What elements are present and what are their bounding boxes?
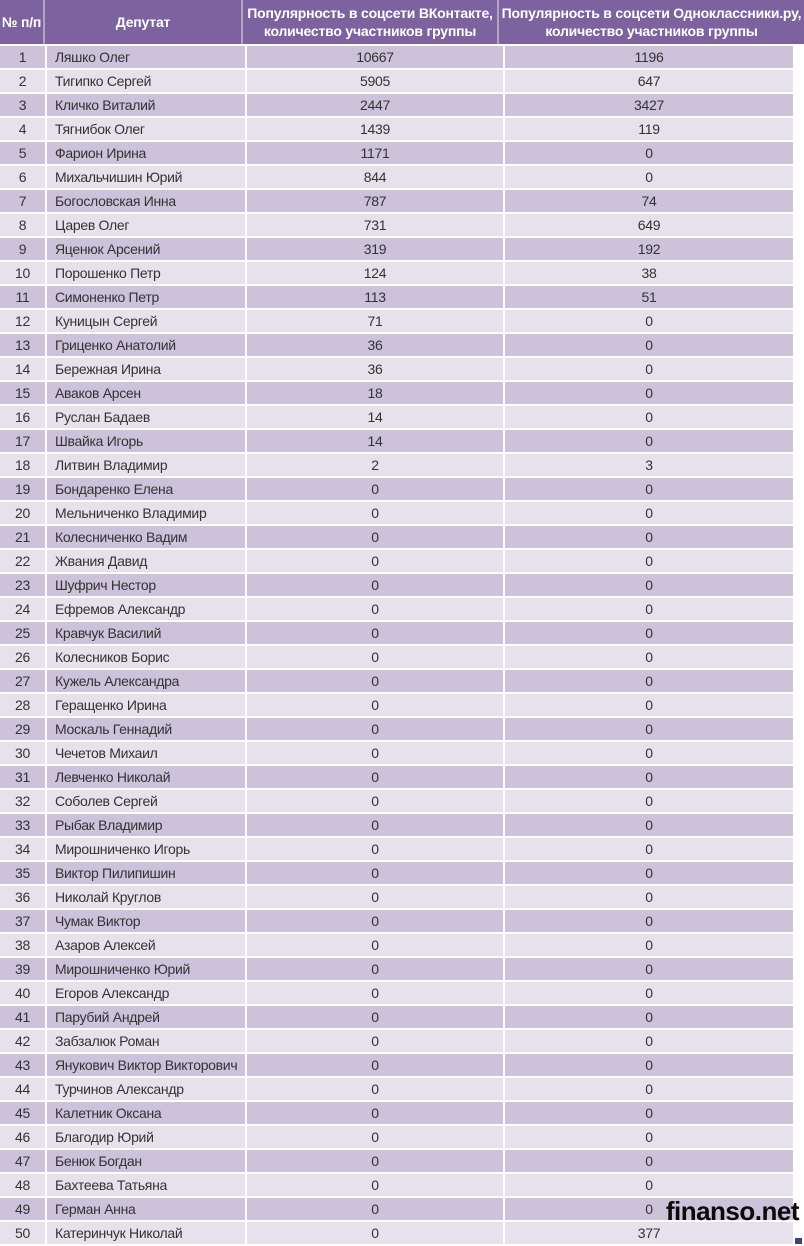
vk-members-cell: 0 (247, 934, 503, 956)
table-body (0, 46, 804, 1244)
table-row (0, 1102, 804, 1124)
ok-members-cell: 0 (505, 646, 793, 668)
row-number-cell: 20 (0, 502, 45, 524)
ok-members-cell: 0 (505, 526, 793, 548)
vk-members-cell: 0 (247, 1174, 503, 1196)
ok-members-cell: 0 (505, 310, 793, 332)
table-row (0, 1126, 804, 1148)
table-row (0, 1030, 804, 1052)
table-row (0, 1054, 804, 1076)
deputy-name-cell: Парубий Андрей (47, 1006, 245, 1028)
vk-members-cell: 36 (247, 334, 503, 356)
vk-members-cell: 0 (247, 1054, 503, 1076)
deputy-name-cell: Тягнибок Олег (47, 118, 245, 140)
deputy-name-cell: Михальчишин Юрий (47, 166, 245, 188)
deputy-name-cell: Забзалюк Роман (47, 1030, 245, 1052)
deputy-name-cell: Фарион Ирина (47, 142, 245, 164)
row-number-cell: 3 (0, 94, 45, 116)
row-number-cell: 9 (0, 238, 45, 260)
row-number-cell: 13 (0, 334, 45, 356)
vk-members-cell: 113 (247, 286, 503, 308)
deputy-name-cell: Симоненко Петр (47, 286, 245, 308)
row-number-cell: 37 (0, 910, 45, 932)
row-number-cell: 43 (0, 1054, 45, 1076)
vk-members-cell: 731 (247, 214, 503, 236)
ok-members-cell: 0 (505, 382, 793, 404)
ok-members-cell: 377 (505, 1222, 793, 1244)
row-number-cell: 11 (0, 286, 45, 308)
row-number-cell: 26 (0, 646, 45, 668)
row-number-cell: 36 (0, 886, 45, 908)
row-number-cell: 2 (0, 70, 45, 92)
ok-members-cell: 647 (505, 70, 793, 92)
table-row (0, 742, 804, 764)
ok-members-cell: 0 (505, 910, 793, 932)
vk-members-cell: 0 (247, 1102, 503, 1124)
table-row (0, 550, 804, 572)
vk-members-cell: 36 (247, 358, 503, 380)
vk-members-cell: 0 (247, 574, 503, 596)
row-number-cell: 25 (0, 622, 45, 644)
deputy-name-cell: Катеринчук Николай (47, 1222, 245, 1244)
row-number-cell: 49 (0, 1198, 45, 1220)
deputy-name-cell: Егоров Александр (47, 982, 245, 1004)
vk-members-cell: 10667 (247, 46, 503, 68)
ok-members-cell: 0 (505, 670, 793, 692)
ok-members-cell: 0 (505, 142, 793, 164)
table-row (0, 1150, 804, 1172)
deputy-name-cell: Бережная Ирина (47, 358, 245, 380)
vk-members-cell: 0 (247, 502, 503, 524)
deputy-name-cell: Царев Олег (47, 214, 245, 236)
ok-members-cell: 119 (505, 118, 793, 140)
ok-members-cell: 1196 (505, 46, 793, 68)
table-row (0, 934, 804, 956)
table-row (0, 886, 804, 908)
deputy-name-cell: Бенюк Богдан (47, 1150, 245, 1172)
table-row (0, 1174, 804, 1196)
ok-members-cell: 0 (505, 934, 793, 956)
ok-members-cell: 0 (505, 958, 793, 980)
vk-members-cell: 0 (247, 598, 503, 620)
table-row (0, 142, 804, 164)
deputy-name-cell: Виктор Пилипишин (47, 862, 245, 884)
ok-members-cell: 0 (505, 742, 793, 764)
deputy-name-cell: Калетник Оксана (47, 1102, 245, 1124)
table-row (0, 1078, 804, 1100)
ok-members-cell: 0 (505, 1150, 793, 1172)
header-label-vkontakte-line1: Популярность в соцсети ВКонтакте, (247, 5, 493, 21)
table-row (0, 958, 804, 980)
vk-members-cell: 14 (247, 406, 503, 428)
row-number-cell: 41 (0, 1006, 45, 1028)
table-row (0, 238, 804, 260)
ok-members-cell: 0 (505, 694, 793, 716)
header-cell-number (0, 0, 45, 44)
table-row (0, 766, 804, 788)
ok-members-cell: 0 (505, 982, 793, 1004)
deputy-name-cell: Азаров Алексей (47, 934, 245, 956)
deputy-name-cell: Соболев Сергей (47, 790, 245, 812)
deputy-name-cell: Москаль Геннадий (47, 718, 245, 740)
ok-members-cell: 0 (505, 1198, 793, 1220)
ok-members-cell: 74 (505, 190, 793, 212)
vk-members-cell: 0 (247, 862, 503, 884)
ok-members-cell: 0 (505, 334, 793, 356)
ok-members-cell: 0 (505, 1126, 793, 1148)
row-number-cell: 46 (0, 1126, 45, 1148)
ok-members-cell: 0 (505, 358, 793, 380)
deputy-name-cell: Мирошниченко Игорь (47, 838, 245, 860)
ok-members-cell: 0 (505, 1078, 793, 1100)
ok-members-cell: 649 (505, 214, 793, 236)
table-row (0, 982, 804, 1004)
ok-members-cell: 0 (505, 502, 793, 524)
row-number-cell: 45 (0, 1102, 45, 1124)
ok-members-cell: 0 (505, 574, 793, 596)
deputy-name-cell: Левченко Николай (47, 766, 245, 788)
row-number-cell: 12 (0, 310, 45, 332)
vk-members-cell: 0 (247, 1126, 503, 1148)
ok-members-cell: 38 (505, 262, 793, 284)
row-number-cell: 22 (0, 550, 45, 572)
deputy-name-cell: Жвания Давид (47, 550, 245, 572)
deputy-name-cell: Колесников Борис (47, 646, 245, 668)
row-number-cell: 32 (0, 790, 45, 812)
vk-members-cell: 18 (247, 382, 503, 404)
row-number-cell: 16 (0, 406, 45, 428)
table-row (0, 814, 804, 836)
table-row (0, 262, 804, 284)
deputy-name-cell: Рыбак Владимир (47, 814, 245, 836)
row-number-cell: 15 (0, 382, 45, 404)
row-number-cell: 21 (0, 526, 45, 548)
table-row (0, 454, 804, 476)
vk-members-cell: 0 (247, 622, 503, 644)
row-number-cell: 35 (0, 862, 45, 884)
row-number-cell: 47 (0, 1150, 45, 1172)
deputy-name-cell: Колесниченко Вадим (47, 526, 245, 548)
vk-members-cell: 0 (247, 646, 503, 668)
vk-members-cell: 0 (247, 1222, 503, 1244)
row-number-cell: 50 (0, 1222, 45, 1244)
ok-members-cell: 0 (505, 814, 793, 836)
ok-members-cell: 0 (505, 406, 793, 428)
vk-members-cell: 0 (247, 1006, 503, 1028)
deputy-name-cell: Яценюк Арсений (47, 238, 245, 260)
deputy-name-cell: Кравчук Василий (47, 622, 245, 644)
row-number-cell: 8 (0, 214, 45, 236)
vk-members-cell: 0 (247, 1150, 503, 1172)
row-number-cell: 10 (0, 262, 45, 284)
deputy-name-cell: Благодир Юрий (47, 1126, 245, 1148)
ok-members-cell: 3 (505, 454, 793, 476)
deputy-name-cell: Чумак Виктор (47, 910, 245, 932)
vk-members-cell: 2447 (247, 94, 503, 116)
row-number-cell: 30 (0, 742, 45, 764)
table-row (0, 862, 804, 884)
row-number-cell: 17 (0, 430, 45, 452)
table-row (0, 70, 804, 92)
table-row (0, 718, 804, 740)
ok-members-cell: 0 (505, 1006, 793, 1028)
vk-members-cell: 0 (247, 838, 503, 860)
deputy-name-cell: Литвин Владимир (47, 454, 245, 476)
row-number-cell: 18 (0, 454, 45, 476)
deputy-name-cell: Янукович Виктор Викторович (47, 1054, 245, 1076)
row-number-cell: 44 (0, 1078, 45, 1100)
table-row (0, 694, 804, 716)
row-number-cell: 40 (0, 982, 45, 1004)
ok-members-cell: 0 (505, 622, 793, 644)
header-cell-odnoklassniki (499, 0, 804, 44)
deputy-name-cell: Порошенко Петр (47, 262, 245, 284)
vk-members-cell: 0 (247, 550, 503, 572)
vk-members-cell: 844 (247, 166, 503, 188)
header-label-number: № п/п (1, 14, 42, 30)
row-number-cell: 31 (0, 766, 45, 788)
ok-members-cell: 0 (505, 790, 793, 812)
table-row (0, 406, 804, 428)
vk-members-cell: 0 (247, 910, 503, 932)
ok-members-cell: 0 (505, 1174, 793, 1196)
row-number-cell: 19 (0, 478, 45, 500)
vk-members-cell: 71 (247, 310, 503, 332)
ok-members-cell: 0 (505, 166, 793, 188)
vk-members-cell: 1439 (247, 118, 503, 140)
table-row (0, 670, 804, 692)
row-number-cell: 28 (0, 694, 45, 716)
row-number-cell: 29 (0, 718, 45, 740)
table-row (0, 502, 804, 524)
row-number-cell: 7 (0, 190, 45, 212)
row-number-cell: 5 (0, 142, 45, 164)
table-row (0, 790, 804, 812)
ok-members-cell: 0 (505, 862, 793, 884)
table-row (0, 646, 804, 668)
table-row (0, 622, 804, 644)
row-number-cell: 34 (0, 838, 45, 860)
row-number-cell: 27 (0, 670, 45, 692)
ok-members-cell: 0 (505, 718, 793, 740)
table-row (0, 358, 804, 380)
vk-members-cell: 0 (247, 718, 503, 740)
ok-members-cell: 0 (505, 550, 793, 572)
vk-members-cell: 0 (247, 982, 503, 1004)
vk-members-cell: 14 (247, 430, 503, 452)
deputy-name-cell: Ефремов Александр (47, 598, 245, 620)
deputy-name-cell: Швайка Игорь (47, 430, 245, 452)
table-row (0, 478, 804, 500)
deputy-name-cell: Мирошниченко Юрий (47, 958, 245, 980)
vk-members-cell: 0 (247, 478, 503, 500)
table-row (0, 166, 804, 188)
header-label-deputy: Депутат (115, 14, 171, 30)
table-row (0, 46, 804, 68)
table-row (0, 334, 804, 356)
row-number-cell: 14 (0, 358, 45, 380)
row-number-cell: 6 (0, 166, 45, 188)
deputy-name-cell: Богословская Инна (47, 190, 245, 212)
deputy-name-cell: Шуфрич Нестор (47, 574, 245, 596)
deputy-name-cell: Геращенко Ирина (47, 694, 245, 716)
vk-members-cell: 0 (247, 766, 503, 788)
table-row (0, 526, 804, 548)
table-row (0, 430, 804, 452)
deputy-name-cell: Куницын Сергей (47, 310, 245, 332)
row-number-cell: 38 (0, 934, 45, 956)
header-label-odnoklassniki-line1: Популярность в соцсети Одноклассники.ру, (501, 5, 802, 21)
row-number-cell: 4 (0, 118, 45, 140)
vk-members-cell: 0 (247, 694, 503, 716)
vk-members-cell: 0 (247, 526, 503, 548)
table-row (0, 214, 804, 236)
header-label-vkontakte-line2: количество участников группы (263, 23, 477, 39)
ok-members-cell: 0 (505, 766, 793, 788)
deputy-name-cell: Тигипко Сергей (47, 70, 245, 92)
vk-members-cell: 0 (247, 1030, 503, 1052)
row-number-cell: 24 (0, 598, 45, 620)
ok-members-cell: 0 (505, 430, 793, 452)
deputy-name-cell: Руслан Бадаев (47, 406, 245, 428)
vk-members-cell: 0 (247, 1198, 503, 1220)
row-number-cell: 42 (0, 1030, 45, 1052)
table-header-row (0, 0, 804, 46)
vk-members-cell: 2 (247, 454, 503, 476)
vk-members-cell: 319 (247, 238, 503, 260)
corner-artifact (795, 1238, 802, 1244)
row-number-cell: 48 (0, 1174, 45, 1196)
vk-members-cell: 0 (247, 886, 503, 908)
deputy-name-cell: Турчинов Александр (47, 1078, 245, 1100)
row-number-cell: 1 (0, 46, 45, 68)
table-row (0, 598, 804, 620)
deputy-name-cell: Ляшко Олег (47, 46, 245, 68)
row-number-cell: 39 (0, 958, 45, 980)
vk-members-cell: 0 (247, 958, 503, 980)
table-row (0, 910, 804, 932)
deputy-name-cell: Аваков Арсен (47, 382, 245, 404)
table-row (0, 382, 804, 404)
row-number-cell: 23 (0, 574, 45, 596)
vk-members-cell: 124 (247, 262, 503, 284)
header-cell-deputy (45, 0, 243, 44)
row-number-cell: 33 (0, 814, 45, 836)
vk-members-cell: 1171 (247, 142, 503, 164)
table-row (0, 286, 804, 308)
ok-members-cell: 0 (505, 478, 793, 500)
table-row (0, 118, 804, 140)
table-row (0, 574, 804, 596)
table-row (0, 310, 804, 332)
ok-members-cell: 0 (505, 598, 793, 620)
deputy-name-cell: Герман Анна (47, 1198, 245, 1220)
vk-members-cell: 5905 (247, 70, 503, 92)
deputy-name-cell: Кужель Александра (47, 670, 245, 692)
ok-members-cell: 0 (505, 1102, 793, 1124)
vk-members-cell: 0 (247, 814, 503, 836)
vk-members-cell: 0 (247, 742, 503, 764)
deputy-name-cell: Кличко Виталий (47, 94, 245, 116)
table-row (0, 94, 804, 116)
header-cell-vkontakte (243, 0, 499, 44)
deputy-name-cell: Гриценко Анатолий (47, 334, 245, 356)
ok-members-cell: 3427 (505, 94, 793, 116)
deputy-name-cell: Бондаренко Елена (47, 478, 245, 500)
vk-members-cell: 787 (247, 190, 503, 212)
vk-members-cell: 0 (247, 1078, 503, 1100)
deputy-name-cell: Мельниченко Владимир (47, 502, 245, 524)
ok-members-cell: 51 (505, 286, 793, 308)
ok-members-cell: 0 (505, 1054, 793, 1076)
vk-members-cell: 0 (247, 790, 503, 812)
ok-members-cell: 0 (505, 1030, 793, 1052)
header-label-odnoklassniki-line2: количество участников группы (545, 23, 758, 39)
ok-members-cell: 0 (505, 886, 793, 908)
table-row (0, 190, 804, 212)
vk-members-cell: 0 (247, 670, 503, 692)
finanso-watermark: finanso.net (665, 1196, 799, 1226)
table-row (0, 1006, 804, 1028)
deputy-name-cell: Николай Круглов (47, 886, 245, 908)
deputy-name-cell: Бахтеева Татьяна (47, 1174, 245, 1196)
ok-members-cell: 192 (505, 238, 793, 260)
deputy-name-cell: Чечетов Михаил (47, 742, 245, 764)
ok-members-cell: 0 (505, 838, 793, 860)
table-row (0, 838, 804, 860)
